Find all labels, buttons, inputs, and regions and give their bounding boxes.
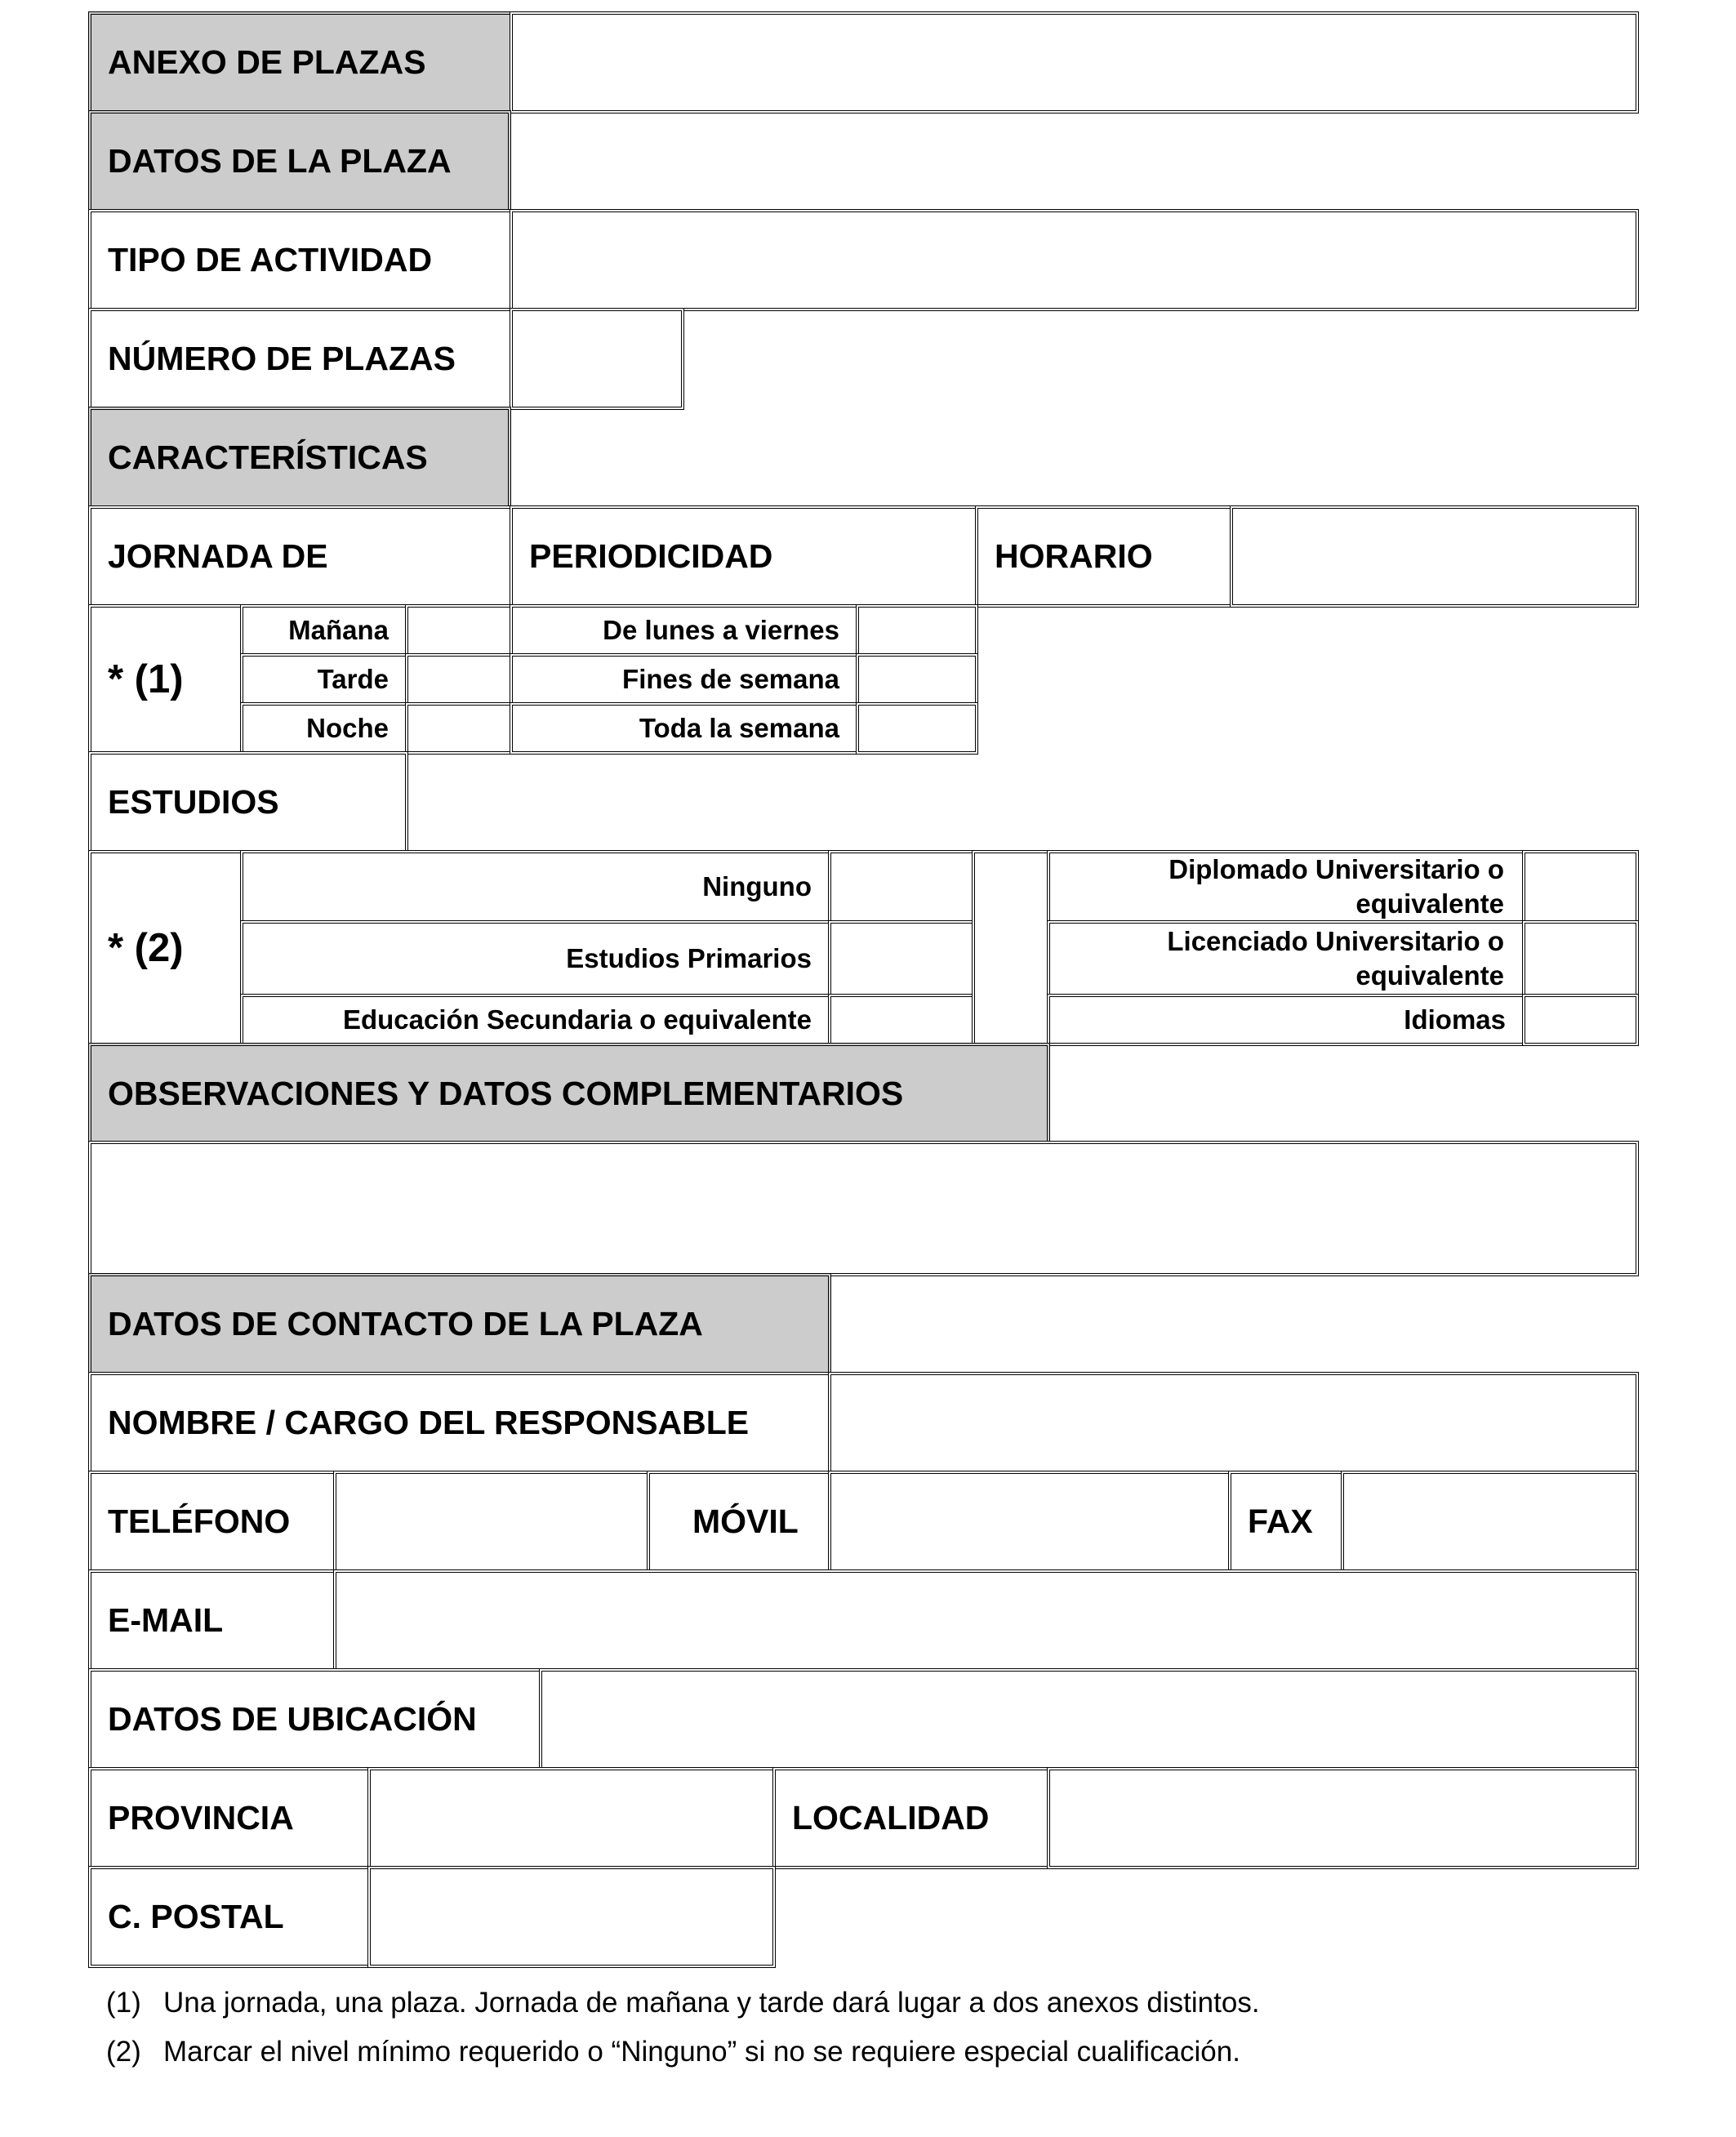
estudio-primarios-label-cell — [240, 920, 831, 997]
turno-noche-label-cell — [240, 702, 408, 755]
jornada-de-label: JORNADA DE — [108, 537, 328, 575]
turno-manana-label-cell — [240, 604, 408, 657]
movil-label-cell — [647, 1471, 831, 1573]
datos-contacto-label: DATOS DE CONTACTO DE LA PLAZA — [108, 1305, 703, 1342]
jornada-ref-label: * (1) — [108, 657, 184, 701]
periodicidad-label: PERIODICIDAD — [529, 537, 773, 575]
turno-tarde-checkbox[interactable] — [405, 653, 513, 706]
estudios-spacer-cell — [972, 850, 1050, 1046]
observaciones-label-cell — [88, 1043, 1050, 1144]
periodicidad-label-cell — [510, 505, 978, 608]
estudio-idiomas-label-cell — [1047, 994, 1525, 1046]
caracteristicas-label-cell — [88, 407, 511, 509]
datos-de-la-plaza-label: DATOS DE LA PLAZA — [108, 142, 452, 180]
localidad-field[interactable] — [1047, 1767, 1639, 1869]
datos-de-la-plaza-label-cell — [88, 110, 511, 212]
estudio-diplomado-label: Diplomado Universitario o equivalente — [1168, 854, 1504, 919]
estudios-ref-cell — [88, 850, 243, 1046]
estudios-ref-label: * (2) — [108, 926, 184, 970]
email-label-cell — [88, 1569, 336, 1672]
telefono-label: TELÉFONO — [108, 1503, 291, 1540]
localidad-label-cell — [772, 1767, 1050, 1869]
estudio-licenciado-label-cell — [1047, 920, 1525, 997]
estudio-idiomas-label: Idiomas — [1404, 1004, 1506, 1035]
observaciones-field[interactable] — [88, 1141, 1639, 1276]
horario-field[interactable] — [1230, 505, 1639, 608]
periodo-toda-semana-label-cell — [510, 702, 859, 755]
periodo-lunes-viernes-label: De lunes a viernes — [603, 615, 839, 645]
estudio-idiomas-checkbox[interactable] — [1522, 994, 1639, 1046]
periodo-fines-semana-checkbox[interactable] — [856, 653, 978, 706]
periodo-toda-semana-label: Toda la semana — [639, 713, 839, 743]
estudio-secundaria-label-cell — [240, 994, 831, 1046]
postal-field[interactable] — [367, 1866, 776, 1968]
estudios-label-cell — [88, 751, 408, 853]
periodo-toda-semana-checkbox[interactable] — [856, 702, 978, 755]
telefono-field[interactable] — [333, 1471, 650, 1573]
anexo-de-plazas-label-cell — [88, 11, 513, 114]
footnote-1-number: (1) — [106, 1987, 141, 2019]
turno-manana-label: Mañana — [288, 615, 389, 645]
postal-label: C. POSTAL — [108, 1898, 284, 1935]
turno-manana-checkbox[interactable] — [405, 604, 513, 657]
caracteristicas-label: CARACTERÍSTICAS — [108, 439, 428, 476]
estudio-diplomado-label-cell — [1047, 850, 1525, 924]
movil-field[interactable] — [828, 1471, 1231, 1573]
datos-contacto-label-cell — [88, 1273, 831, 1375]
horario-label-cell — [975, 505, 1233, 608]
periodo-lunes-viernes-checkbox[interactable] — [856, 604, 978, 657]
numero-de-plazas-field[interactable] — [510, 308, 684, 410]
responsable-field[interactable] — [828, 1372, 1639, 1474]
footnote-2 — [106, 2036, 1240, 2068]
anexo-de-plazas-label: ANEXO DE PLAZAS — [108, 43, 426, 81]
provincia-field[interactable] — [367, 1767, 776, 1869]
estudio-primarios-checkbox[interactable] — [828, 920, 975, 997]
estudio-ninguno-label-cell — [240, 850, 831, 924]
estudio-primarios-label: Estudios Primarios — [566, 943, 812, 973]
jornada-de-label-cell — [88, 505, 513, 608]
tipo-de-actividad-label-cell — [88, 209, 513, 311]
turno-noche-checkbox[interactable] — [405, 702, 513, 755]
periodo-fines-semana-label-cell — [510, 653, 859, 706]
estudio-ninguno-checkbox[interactable] — [828, 850, 975, 924]
estudio-licenciado-checkbox[interactable] — [1522, 920, 1639, 997]
responsable-label-cell — [88, 1372, 831, 1474]
fax-field[interactable] — [1341, 1471, 1639, 1573]
ubicacion-field[interactable] — [539, 1668, 1639, 1770]
fax-label: FAX — [1248, 1503, 1313, 1540]
footnote-1-text: Una jornada, una plaza. Jornada de mañana y tarde dará lugar a dos anexos distintos. — [163, 1987, 1260, 2019]
jornada-ref-cell — [88, 604, 243, 755]
footnote-2-text: Marcar el nivel mínimo requerido o “Ninguno” si no se requiere especial cualificación. — [163, 2036, 1240, 2068]
tipo-de-actividad-field[interactable] — [510, 209, 1639, 311]
tipo-de-actividad-label: TIPO DE ACTIVIDAD — [108, 241, 433, 278]
numero-de-plazas-label: NÚMERO DE PLAZAS — [108, 340, 456, 377]
periodo-fines-semana-label: Fines de semana — [622, 664, 839, 694]
observaciones-label: OBSERVACIONES Y DATOS COMPLEMENTARIOS — [108, 1074, 904, 1112]
footnote-1 — [106, 1987, 1260, 2019]
horario-label: HORARIO — [995, 537, 1153, 575]
ubicacion-label-cell — [88, 1668, 542, 1770]
movil-label: MÓVIL — [692, 1503, 799, 1540]
estudio-secundaria-checkbox[interactable] — [828, 994, 975, 1046]
email-label: E-MAIL — [108, 1601, 224, 1639]
provincia-label: PROVINCIA — [108, 1799, 294, 1836]
estudio-licenciado-label: Licenciado Universitario o equivalente — [1167, 926, 1504, 991]
localidad-label: LOCALIDAD — [792, 1799, 990, 1836]
telefono-label-cell — [88, 1471, 336, 1573]
periodo-lunes-viernes-label-cell — [510, 604, 859, 657]
postal-label-cell — [88, 1866, 371, 1968]
anexo-de-plazas-field[interactable] — [510, 11, 1639, 114]
estudio-secundaria-label: Educación Secundaria o equivalente — [342, 1004, 812, 1035]
turno-noche-label: Noche — [306, 713, 389, 743]
footnote-2-number: (2) — [106, 2036, 141, 2068]
ubicacion-label: DATOS DE UBICACIÓN — [108, 1700, 477, 1738]
turno-tarde-label: Tarde — [317, 664, 389, 694]
email-field[interactable] — [333, 1569, 1639, 1672]
fax-label-cell — [1228, 1471, 1344, 1573]
turno-tarde-label-cell — [240, 653, 408, 706]
numero-de-plazas-label-cell — [88, 308, 513, 410]
estudio-ninguno-label: Ninguno — [702, 871, 812, 902]
estudios-label: ESTUDIOS — [108, 783, 279, 821]
provincia-label-cell — [88, 1767, 371, 1869]
responsable-label: NOMBRE / CARGO DEL RESPONSABLE — [108, 1404, 750, 1441]
estudio-diplomado-checkbox[interactable] — [1522, 850, 1639, 924]
